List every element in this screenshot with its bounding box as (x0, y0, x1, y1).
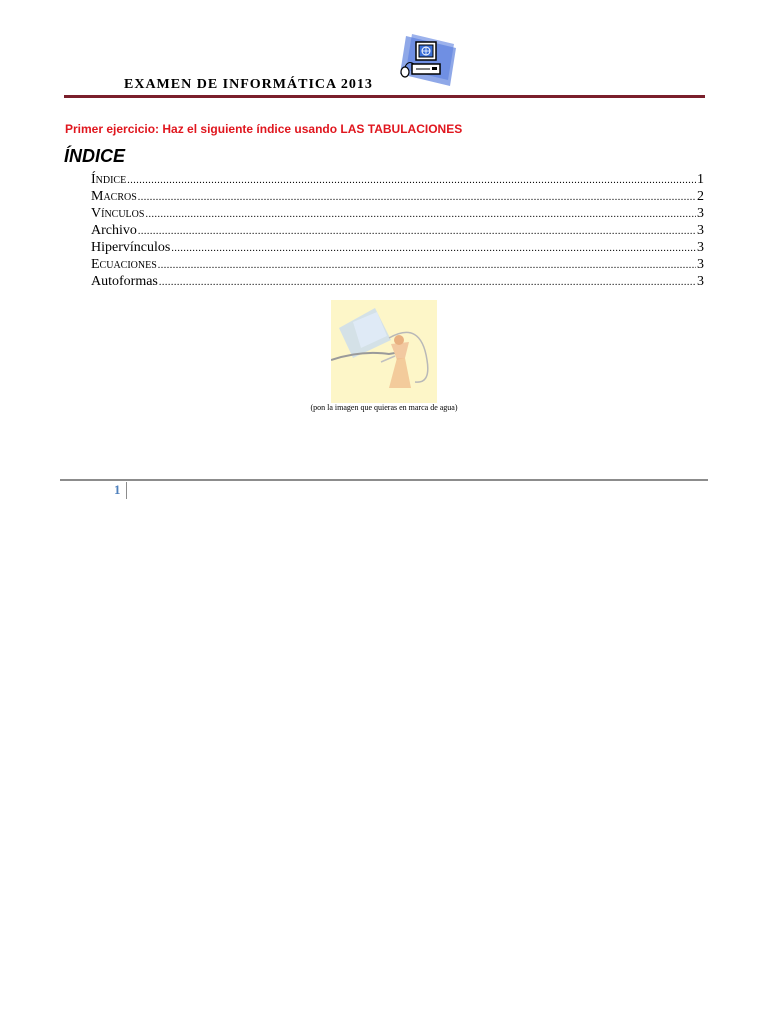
header-title: EXAMEN DE INFORMÁTICA 2013 (124, 77, 373, 92)
footer-rule (60, 479, 708, 481)
toc-leader-dots (127, 172, 696, 188)
footer-page-number: 1 (114, 482, 121, 497)
toc-entry[interactable] (91, 273, 704, 290)
toc-entry-page: 2 (697, 189, 704, 204)
toc-entry-page: 3 (697, 206, 704, 221)
exercise-instruction: Primer ejercicio: Haz el siguiente índice usando LAS TABULACIONES (65, 122, 463, 136)
watermark-clipart-icon (331, 300, 437, 403)
toc-leader-dots (138, 189, 696, 205)
toc-entry-page: 1 (697, 172, 704, 187)
toc-entry-label: Índice (91, 172, 127, 187)
table-of-contents (91, 171, 704, 290)
toc-entry[interactable] (91, 188, 704, 205)
toc-entry-page: 3 (697, 257, 704, 272)
toc-entry[interactable] (91, 256, 704, 273)
toc-entry[interactable] (91, 222, 704, 239)
toc-entry[interactable] (91, 239, 704, 256)
toc-entry-label: Archivo (91, 223, 137, 238)
toc-leader-dots (159, 274, 696, 290)
toc-entry[interactable] (91, 205, 704, 222)
toc-entry-label: Ecuaciones (91, 257, 157, 272)
watermark-caption: (pon la imagen que quieras en marca de agua) (310, 403, 458, 412)
toc-heading: ÍNDICE (64, 146, 126, 166)
toc-entry-label: Vínculos (91, 206, 145, 221)
toc-leader-dots (158, 257, 696, 273)
toc-entry-page: 3 (697, 274, 704, 289)
footer-divider (126, 482, 127, 499)
toc-entry[interactable] (91, 171, 704, 188)
toc-leader-dots (171, 240, 696, 256)
toc-entry-label: Macros (91, 189, 137, 204)
toc-entry-label: Autoformas (91, 274, 158, 289)
toc-entry-page: 3 (697, 223, 704, 238)
toc-leader-dots (138, 223, 696, 239)
toc-entry-page: 3 (697, 240, 704, 255)
toc-leader-dots (145, 206, 696, 222)
toc-entry-label: Hipervínculos (91, 240, 171, 255)
header-rule (64, 95, 705, 98)
computer-clipart-icon (396, 30, 460, 90)
